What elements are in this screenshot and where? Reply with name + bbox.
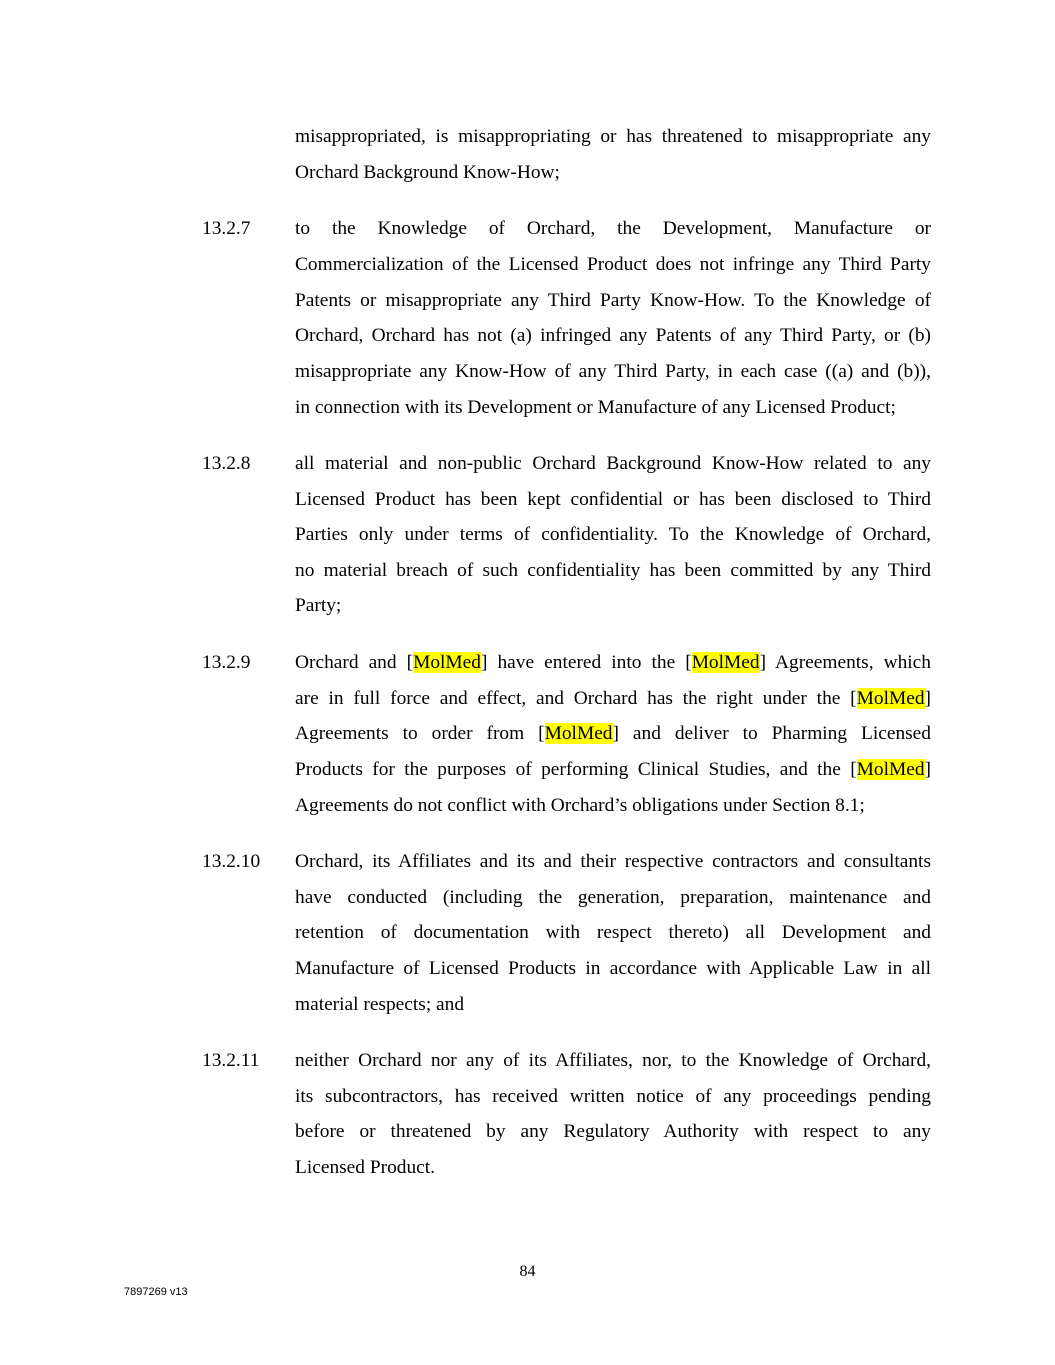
clause-line: Party;	[295, 595, 342, 616]
clause-line: Agreements do not conflict with Orchard’s obligations under Section 8.1;	[295, 795, 865, 816]
continuation-line: misappropriated, is misappropriating or has threatened to misappropriate any	[295, 126, 931, 147]
document-id: 7897269 v13	[124, 1286, 188, 1298]
clause-line: Licensed Product has been kept confidential or has been disclosed to Third	[295, 489, 931, 510]
clause-line: Commercialization of the Licensed Product does not infringe any Third Party	[295, 254, 931, 275]
clause-line: to the Knowledge of Orchard, the Development, Manufacture or	[295, 218, 931, 239]
highlight-molmed: MolMed	[544, 723, 613, 744]
page-number: 84	[519, 1263, 536, 1280]
clause-line: Orchard and [MolMed] have entered into the [MolMed] Agreements, which	[295, 652, 931, 673]
clause-line: material respects; and	[295, 994, 465, 1015]
clause-number: 13.2.10	[202, 851, 261, 872]
clause-line: Agreements to order from [MolMed] and deliver to Pharming Licensed	[295, 723, 931, 744]
clause-line: Products for the purposes of performing Clinical Studies, and the [MolMed]	[295, 759, 931, 780]
clause-line: Parties only under terms of confidentiality. To the Knowledge of Orchard,	[295, 524, 931, 545]
clause-line: retention of documentation with respect thereto) all Development and	[295, 922, 931, 943]
continuation-line: Orchard Background Know-How;	[295, 162, 560, 183]
highlight-molmed: MolMed	[856, 688, 925, 709]
clause-line: no material breach of such confidentiality has been committed by any Third	[295, 560, 931, 581]
clause-line: Patents or misappropriate any Third Party Know-How. To the Knowledge of	[295, 290, 931, 311]
clause-line: before or threatened by any Regulatory Authority with respect to any	[295, 1121, 931, 1142]
highlight-molmed: MolMed	[691, 652, 760, 673]
clause-line: in connection with its Development or Manufacture of any Licensed Product;	[295, 397, 896, 418]
clause-line: are in full force and effect, and Orchard has the right under the [MolMed]	[295, 688, 931, 709]
clause-number: 13.2.11	[202, 1050, 260, 1071]
highlight-molmed: MolMed	[856, 759, 925, 780]
clause-line: have conducted (including the generation, preparation, maintenance and	[295, 887, 931, 908]
clause-number: 13.2.7	[202, 218, 251, 239]
clause-line: all material and non-public Orchard Background Know-How related to any	[295, 453, 931, 474]
clause-number: 13.2.9	[202, 652, 251, 673]
clause-line: Licensed Product.	[295, 1157, 436, 1178]
clause-line: Orchard, Orchard has not (a) infringed any Patents of any Third Party, or (b)	[295, 325, 931, 346]
clause-line: Orchard, its Affiliates and its and their respective contractors and consultants	[295, 851, 931, 872]
clause-line: its subcontractors, has received written notice of any proceedings pending	[295, 1086, 931, 1107]
clause-line: neither Orchard nor any of its Affiliates, nor, to the Knowledge of Orchard,	[295, 1050, 931, 1071]
highlight-molmed: MolMed	[413, 652, 481, 673]
clause-number: 13.2.8	[202, 453, 251, 474]
clause-line: misappropriate any Know-How of any Third Party, in each case ((a) and (b)),	[295, 361, 931, 382]
clause-line: Manufacture of Licensed Products in accordance with Applicable Law in all	[295, 958, 931, 979]
